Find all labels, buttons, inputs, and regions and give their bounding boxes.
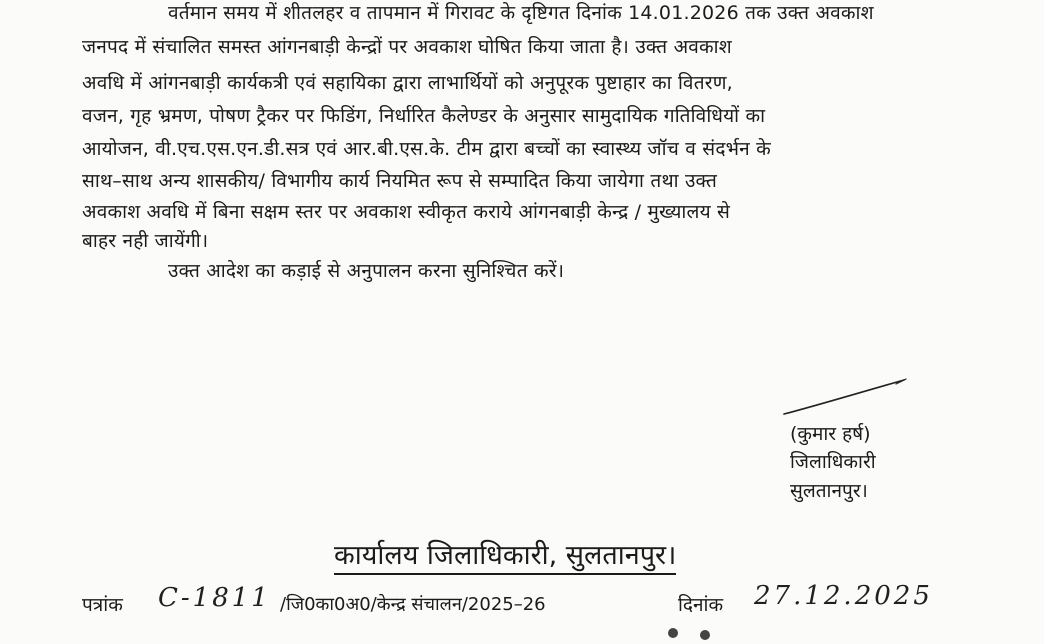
reference-row	[82, 583, 982, 623]
office-heading: कार्यालय जिलाधिकारी, सुलतानपुर।	[334, 535, 676, 575]
cut-off-next-line	[0, 624, 1044, 644]
order-line-6: साथ–साथ अन्य शासकीय/ विभागीय कार्य नियमित रूप से सम्पादित किया जायेगा तथा उक्त	[82, 170, 717, 192]
signatory-name: (कुमार हर्ष)	[790, 423, 871, 445]
date-label: दिनांक	[678, 594, 724, 616]
patrank-rest: /जि0का0अ0/केन्द्र संचालन/2025–26	[280, 594, 546, 615]
order-line-1: वर्तमान समय में शीतलहर व तापमान में गिरावट के दृष्टिगत दिनांक 14.01.2026 तक उक्त अवकाश	[168, 2, 874, 24]
order-line-2: जनपद में संचालित समस्त आंगनबाड़ी केन्द्रों पर अवकाश घोषित किया जाता है। उक्त अवकाश	[82, 36, 732, 58]
order-line-4: वजन, गृह भ्रमण, पोषण ट्रैकर पर फिडिंग, निर्धारित कैलेण्डर के अनुसार सामुदायिक गतिविधियों का	[82, 105, 766, 127]
order-line-3: अवधि में आंगनबाड़ी कार्यकत्री एवं सहायिका द्वारा लाभार्थियों को अनुपूरक पुष्टाहार का वितरण,	[82, 72, 733, 94]
patrank-number: C-1811	[158, 583, 271, 613]
ink-mark	[700, 630, 710, 640]
date-value: 27.12.2025	[754, 581, 933, 611]
signatory-designation: जिलाधिकारी	[790, 451, 876, 473]
order-line-9: उक्त आदेश का कड़ाई से अनुपालन करना सुनिश्चित करें।	[168, 260, 565, 282]
order-line-7: अवकाश अवधि में बिना सक्षम स्तर पर अवकाश स्वीकृत कराये आंगनबाड़ी केन्द्र / मुख्यालय से	[82, 201, 731, 223]
order-line-5: आयोजन, वी.एच.एस.एन.डी.सत्र एवं आर.बी.एस.के. टीम द्वारा बच्चों का स्वास्थ्य जॉच व संदर्भन के	[82, 138, 771, 160]
signatory-place: सुलतानपुर।	[790, 480, 868, 502]
order-line-8: बाहर नही जायेंगी।	[82, 230, 209, 252]
signature-stroke	[778, 378, 918, 418]
patrank-label: पत्रांक	[82, 594, 123, 616]
